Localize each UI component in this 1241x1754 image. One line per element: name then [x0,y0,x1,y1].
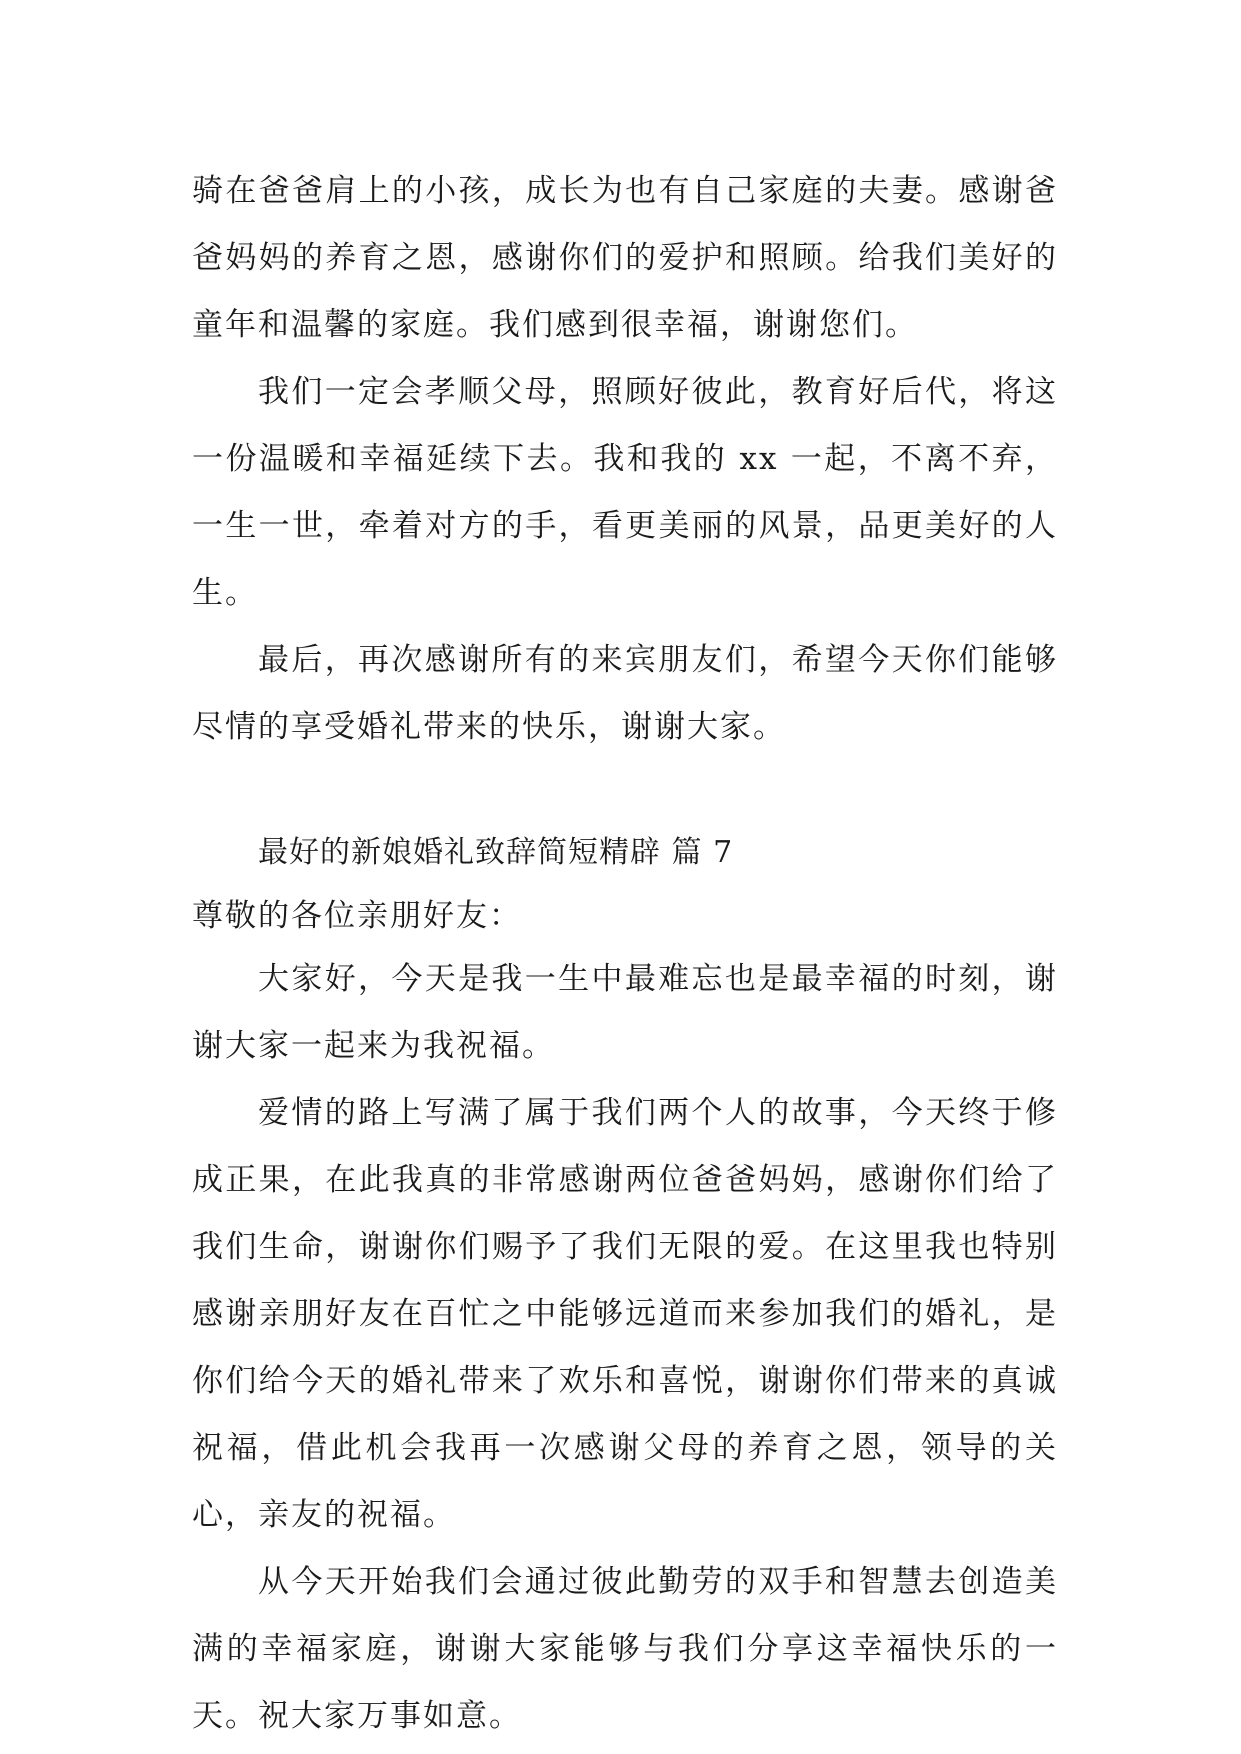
paragraph: 最后，再次感谢所有的来宾朋友们，希望今天你们能够尽情的享受婚礼带来的快乐，谢谢大家。 [192,642,1058,745]
section-heading: 最好的新娘婚礼致辞简短精辟 篇 7 [258,835,734,870]
paragraph: 爱情的路上写满了属于我们两个人的故事，今天终于修成正果，在此我真的非常感谢两位爸爸妈妈，感谢你们给了我们生命，谢谢你们赐予了我们无限的爱。在这里我也特别感谢亲朋好友在百忙之中能够远道而来参加我们的婚礼，是你们给今天的婚礼带来了欢乐和喜悦，谢谢你们带来的真诚祝福，借此机会我再一次感谢父母的养育之恩，领导的关心，亲友的祝福。 [192,1095,1058,1533]
paragraph: 大家好，今天是我一生中最难忘也是最幸福的时刻，谢谢大家一起来为我祝福。 [192,961,1058,1064]
section-spacer [192,761,1058,828]
paragraph-continued: 骑在爸爸肩上的小孩，成长为也有自己家庭的夫妻。感谢爸爸妈妈的养育之恩，感谢你们的爱护和照顾。给我们美好的童年和温馨的家庭。我们感到很幸福，谢谢您们。 [192,173,1058,343]
salutation: 尊敬的各位亲朋好友： [192,898,522,934]
paragraph: 从今天开始我们会通过彼此勤劳的双手和智慧去创造美满的幸福家庭，谢谢大家能够与我们分享这幸福快乐的一天。祝大家万事如意。 [192,1564,1058,1734]
paragraph: 我们一定会孝顺父母，照顾好彼此，教育好后代，将这一份温暖和幸福延续下去。我和我的 xx 一起，不离不弃，一生一世，牵着对方的手，看更美丽的风景，品更美好的人生。 [192,374,1058,611]
document-body [192,158,1058,1750]
